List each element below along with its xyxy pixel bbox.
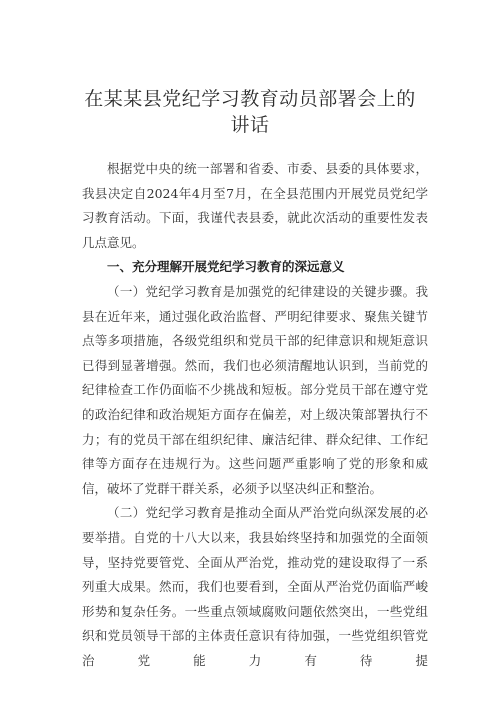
paragraph-2: （二）党纪学习教育是推动全面从严治党向纵深发展的必要举措。自党的十八大以来，我县始终坚持和加强党的全面领导，坚持党要管党、全面从严治党，推动党的建设取得了一系列重大成果。然而，我们也要看到，全面从严治党仍面临严峻形势和复杂任务。一些重点领域腐败问题依然突出，一些党组织和党员领导干部的主体责任意识有待加强，一些党组织管党治党能力有待提 (82, 505, 428, 668)
document-body (82, 157, 428, 673)
intro-paragraph: 根据党中央的统一部署和省委、市委、县委的具体要求，我县决定自2024年4月至7月，在全县范围内开展党员党纪学习教育活动。下面，我谨代表县委，就此次活动的重要性发表几点意见。 (82, 161, 428, 250)
section-heading: 一、充分理解开展党纪学习教育的深远意义 (107, 259, 345, 275)
paragraph-1: （一）党纪学习教育是加强党的纪律建设的关键步骤。我县在近年来，通过强化政治监督、严明纪律要求、聚焦关键节点等多项措施，各级党组织和党员干部的纪律意识和规矩意识已得到显著增强。然而，我们也必须清醒地认识到，当前党的纪律检查工作仍面临不少挑战和短板。部分党员干部在遵守党的政治纪律和政治规矩方面存在偏差，对上级决策部署执行不力；有的党员干部在组织纪律、廉洁纪律、群众纪律、工作纪律等方面存在违规行为。这些问题严重影响了党的形象和威信，破坏了党群干群关系，必须予以坚决纠正和整治。 (82, 283, 428, 496)
title-line-1: 在某某县党纪学习教育动员部署会上的 (84, 88, 416, 110)
document-title (60, 86, 440, 138)
title-line-2: 讲话 (230, 114, 270, 136)
